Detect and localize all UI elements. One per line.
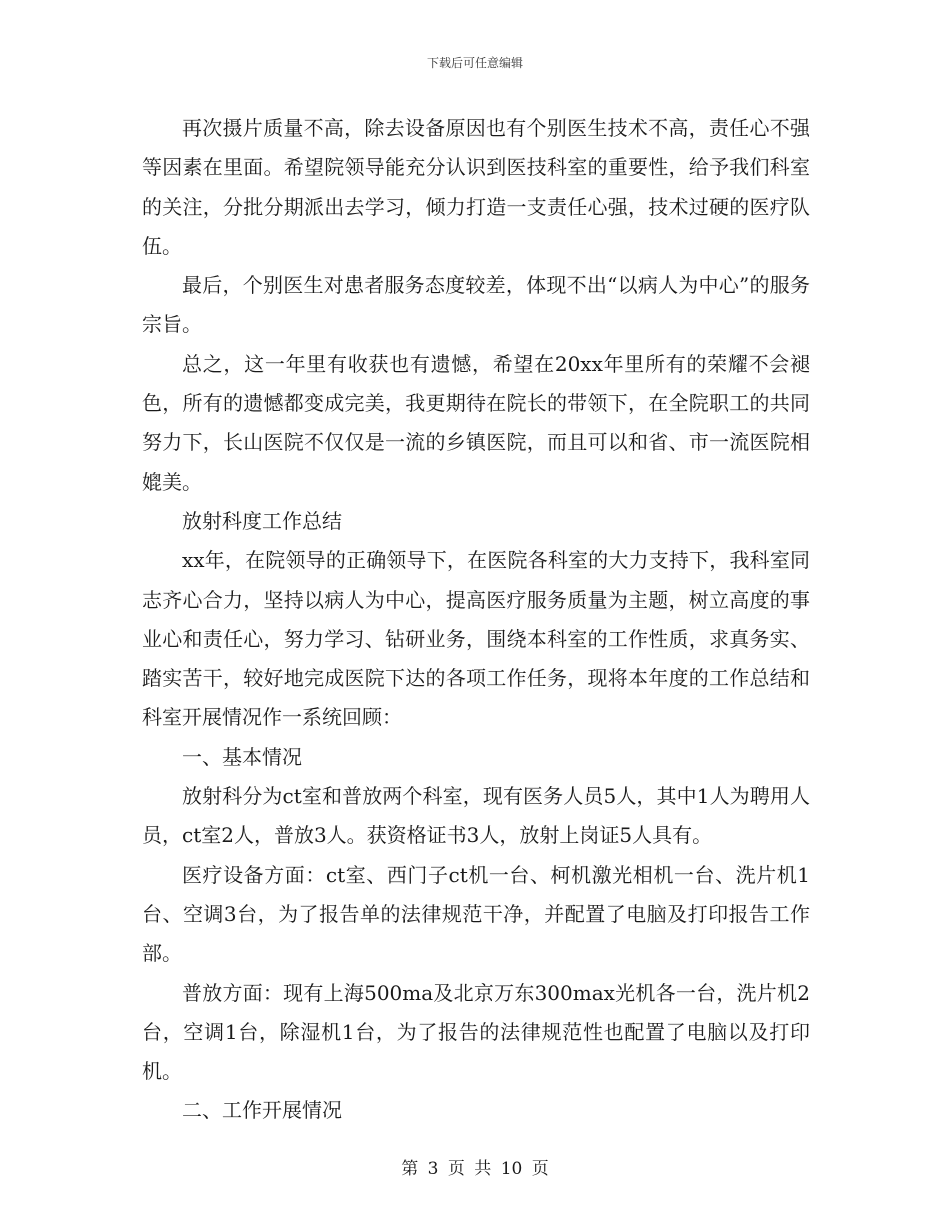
paragraph-staff: 放射科分为ct室和普放两个科室，现有医务人员5人，其中1人为聘用人员，ct室2人，普放3人。获资格证书3人，放射上岗证5人具有。 (142, 784, 810, 848)
paragraph-ct-equipment: 医疗设备方面：ct室、西门子ct机一台、柯机激光相机一台、洗片机1台、空调3台，为了报告单的法律规范干净，并配置了电脑及打印报告工作部。 (142, 862, 810, 966)
page-header: 下载后可任意编辑 (426, 56, 523, 70)
page-footer: 第 3 页 共 10 页 (401, 1159, 549, 1179)
paragraph-service-attitude: 最后，个别医生对患者服务态度较差，体现不出“以病人为中心”的服务宗旨。 (142, 273, 810, 337)
paragraph-conclusion: 总之，这一年里有收获也有遗憾，希望在20xx年里所有的荣耀不会褪色，所有的遗憾都变成完美，我更期待在院长的带领下，在全院职工的共同努力下，长山医院不仅仅是一流的乡镇医院，而且可以和省、市一流医院相媲美。 (142, 351, 810, 494)
section-title: 放射科度工作总结 (182, 508, 342, 533)
paragraph-imaging-quality: 再次摄片质量不高，除去设备原因也有个别医生技术不高，责任心不强等因素在里面。希望院领导能充分认识到医技科室的重要性，给予我们科室的关注，分批分期派出去学习，倾力打造一支责任心强，技术过硬的医疗队伍。 (142, 116, 810, 258)
paragraph-intro: xx年，在院领导的正确领导下，在医院各科室的大力支持下，我科室同志齐心合力，坚持以病人为中心，提高医疗服务质量为主题，树立高度的事业心和责任心，努力学习、钻研业务，围绕本科室的工作性质，求真务实、踏实苦干，较好地完成医院下达的各项工作任务，现将本年度的工作总结和科室开展情况作一系统回顾： (142, 548, 810, 730)
paragraph-general-equipment: 普放方面：现有上海500ma及北京万东300max光机各一台，洗片机2台，空调1台，除湿机1台，为了报告的法律规范性也配置了电脑以及打印机。 (142, 980, 810, 1084)
document-body (142, 109, 810, 1131)
heading-work-progress: 二、工作开展情况 (182, 1098, 342, 1123)
heading-basic-situation: 一、基本情况 (182, 744, 302, 769)
